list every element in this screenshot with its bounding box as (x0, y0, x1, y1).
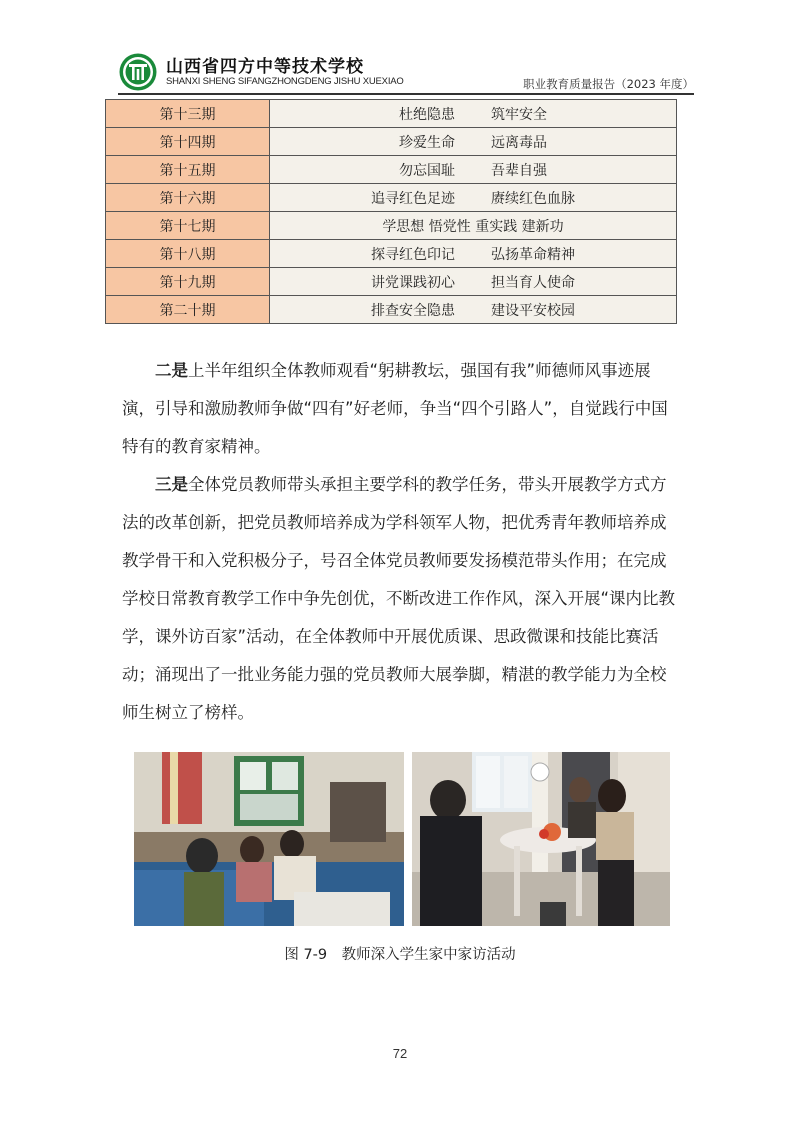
activity-periods-table (105, 99, 677, 324)
period-cell: 第十八期 (106, 240, 270, 268)
table-row (106, 268, 677, 296)
table-row (106, 128, 677, 156)
theme-cell: 讲党课践初心 担当育人使命 (270, 268, 677, 296)
theme-cell: 珍爱生命 远离毒品 (270, 128, 677, 156)
period-cell: 第十五期 (106, 156, 270, 184)
theme-cell: 追寻红色足迹 赓续红色血脉 (270, 184, 677, 212)
school-name-cn: 山西省四方中等技术学校 (166, 57, 364, 77)
period-cell: 第十三期 (106, 100, 270, 128)
body-paragraph (122, 466, 682, 732)
period-cell: 第十七期 (106, 212, 270, 240)
paragraph-text: 上半年组织全体教师观看“躬耕教坛，强国有我”师德师风事迹展演，引导和激励教师争做“四有”好老师，争当“四个引路人”，自觉践行中国特有的教育家精神。 (122, 361, 668, 456)
table-row (106, 212, 677, 240)
page-number: 72 (392, 1046, 408, 1061)
theme-cell: 排查安全隐患 建设平安校园 (270, 296, 677, 324)
home-visit-photo-1 (134, 752, 404, 926)
theme-cell: 勿忘国耻 吾辈自强 (270, 156, 677, 184)
theme-cell: 探寻红色印记 弘扬革命精神 (270, 240, 677, 268)
theme-cell: 杜绝隐患 筑牢安全 (270, 100, 677, 128)
figure-caption: 图 7-9 教师深入学生家中家访活动 (284, 947, 516, 963)
home-visit-photo-2 (412, 752, 670, 926)
table-row (106, 184, 677, 212)
table-row (106, 240, 677, 268)
school-logo-icon (118, 52, 158, 92)
table-row (106, 156, 677, 184)
table-row (106, 296, 677, 324)
body-paragraph (122, 352, 682, 466)
period-cell: 第十九期 (106, 268, 270, 296)
table-row (106, 100, 677, 128)
page-header (118, 50, 694, 94)
report-title: 职业教育质量报告（2023 年度） (523, 77, 694, 91)
header-divider (118, 93, 694, 95)
period-cell: 第十六期 (106, 184, 270, 212)
paragraph-text: 全体党员教师带头承担主要学科的教学任务，带头开展教学方式方法的改革创新，把党员教师培养成为学科领军人物，把优秀青年教师培养成教学骨干和入党积极分子，号召全体党员教师要发扬模范带头作用；在完成学校日常教育教学工作中争先创优，不断改进工作作风，深入开展“课内比教学，课外访百家”活动，在全体教师中开展优质课、思政微课和技能比赛活动；涌现出了一批业务能力强的党员教师大展拳脚，精湛的教学能力为全校师生树立了榜样。 (122, 475, 676, 722)
school-name-en: SHANXI SHENG SIFANGZHONGDENG JISHU XUEXIAO (166, 76, 404, 87)
paragraph-lead: 二是 (155, 361, 188, 380)
paragraph-lead: 三是 (155, 475, 188, 494)
period-cell: 第二十期 (106, 296, 270, 324)
theme-cell: 学思想 悟党性 重实践 建新功 (270, 212, 677, 240)
period-cell: 第十四期 (106, 128, 270, 156)
